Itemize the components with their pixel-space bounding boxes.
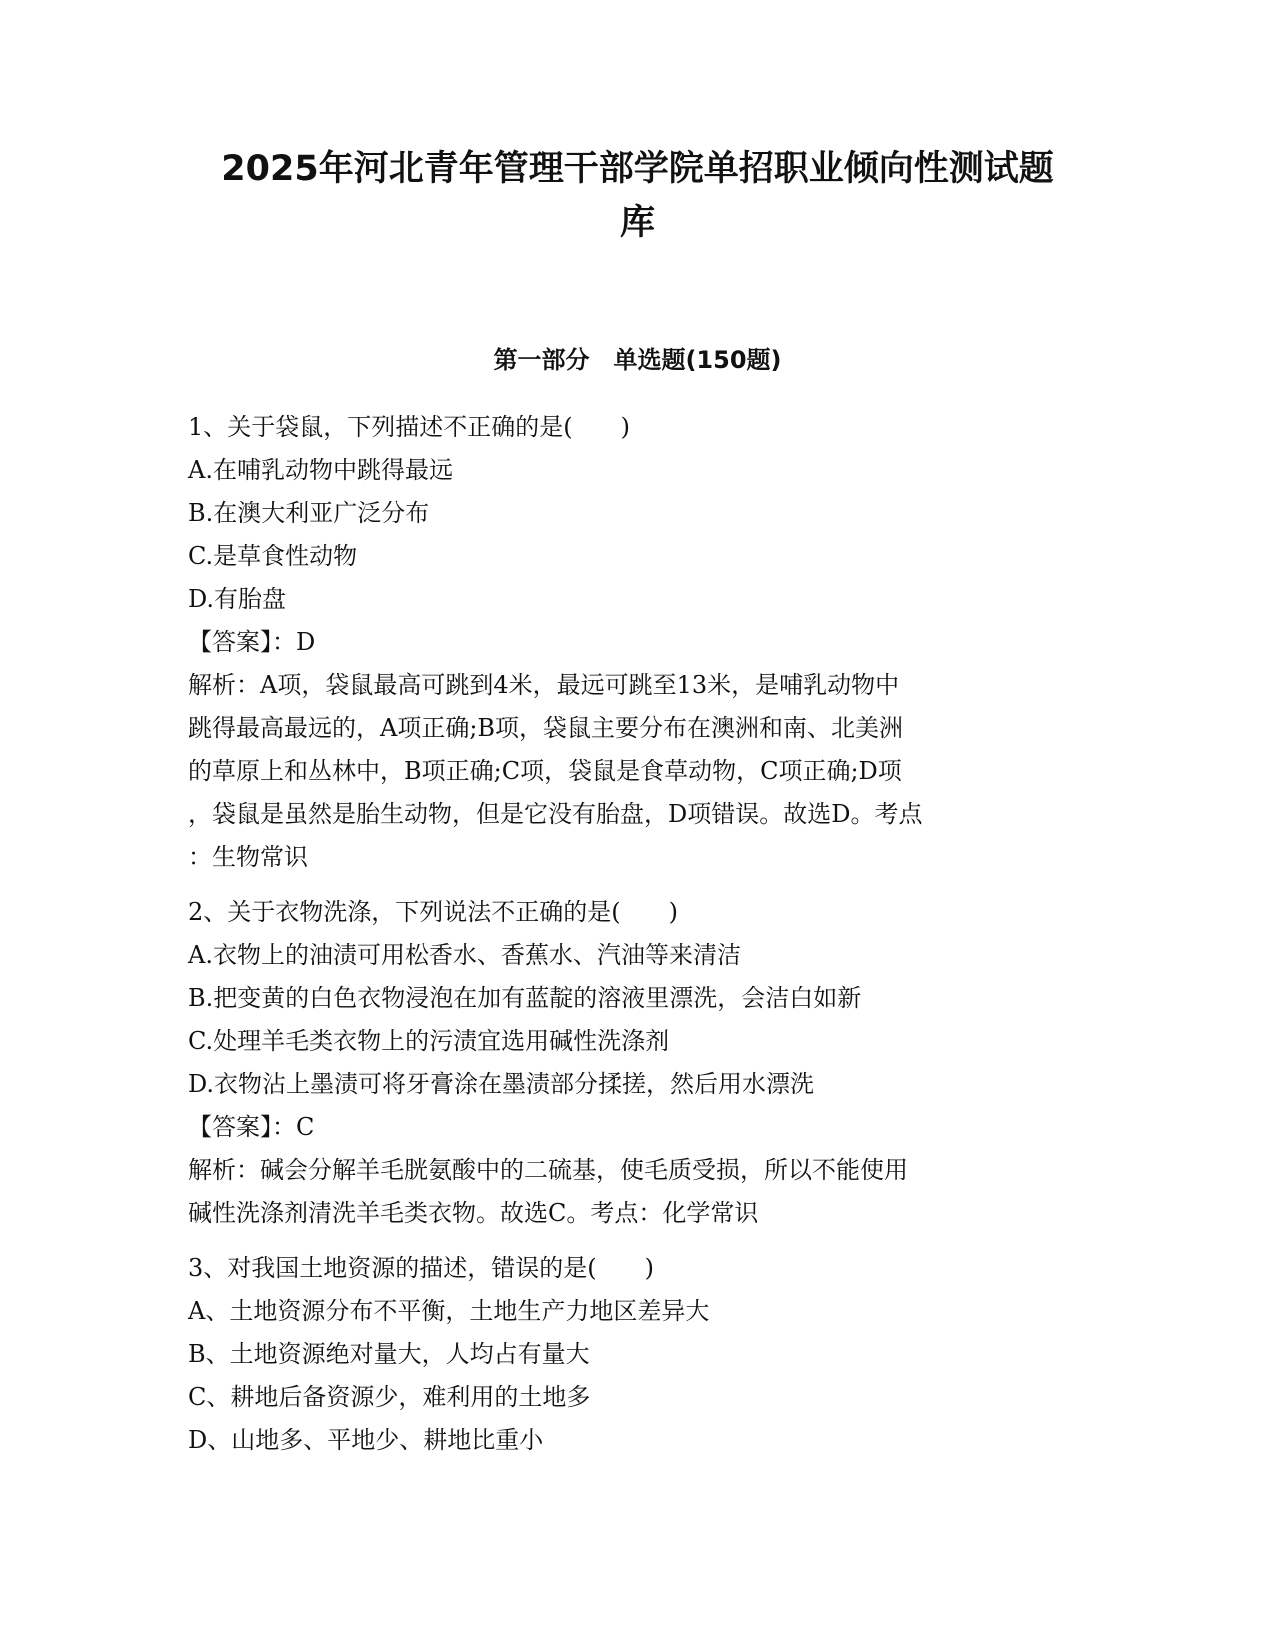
analysis-line: 的草原上和丛林中，B项正确;C项，袋鼠是食草动物，C项正确;D项 [188, 757, 902, 785]
question-2 [188, 891, 1078, 1235]
answer-line: 【答案】：D [188, 628, 316, 656]
question-list [188, 406, 1078, 1474]
analysis-line: ：生物常识 [188, 843, 308, 871]
analysis-line: 解析：碱会分解羊毛胱氨酸中的二硫基，使毛质受损，所以不能使用 [188, 1156, 908, 1184]
question-1 [188, 406, 1078, 879]
question-stem: 2、关于衣物洗涤，下列说法不正确的是( ) [188, 898, 678, 926]
analysis-line: 跳得最高最远的，A项正确;B项，袋鼠主要分布在澳洲和南、北美洲 [188, 714, 904, 742]
analysis-line: ，袋鼠是虽然是胎生动物，但是它没有胎盘，D项错误。故选D。考点 [188, 800, 923, 828]
question-stem: 3、对我国土地资源的描述，错误的是( ) [188, 1254, 654, 1282]
analysis-line: 碱性洗涤剂清洗羊毛类衣物。故选C。考点：化学常识 [188, 1199, 759, 1227]
option-d: D、山地多、平地少、耕地比重小 [188, 1426, 544, 1454]
option-c: C、耕地后备资源少，难利用的土地多 [188, 1383, 591, 1411]
section-heading: 第一部分 单选题(150题) [493, 346, 782, 374]
option-c: C.处理羊毛类衣物上的污渍宜选用碱性洗涤剂 [188, 1027, 670, 1055]
option-c: C.是草食性动物 [188, 542, 358, 570]
option-d: D.衣物沾上墨渍可将牙膏涂在墨渍部分揉搓，然后用水漂洗 [188, 1070, 815, 1098]
option-a: A.衣物上的油渍可用松香水、香蕉水、汽油等来清洁 [188, 941, 741, 969]
option-d: D.有胎盘 [188, 585, 287, 613]
option-b: B.把变黄的白色衣物浸泡在加有蓝靛的溶液里漂洗，会洁白如新 [188, 984, 862, 1012]
document-title-line-1: 2025年河北青年管理干部学院单招职业倾向性测试题 [221, 149, 1054, 189]
document-title-line-2: 库 [619, 203, 655, 243]
option-b: B.在澳大利亚广泛分布 [188, 499, 430, 527]
option-b: B、土地资源绝对量大，人均占有量大 [188, 1340, 590, 1368]
document-title [180, 142, 1095, 250]
answer-line: 【答案】：C [188, 1113, 315, 1141]
question-3 [188, 1247, 1078, 1462]
analysis-line: 解析：A项，袋鼠最高可跳到4米，最远可跳至13米，是哺乳动物中 [188, 671, 900, 699]
question-stem: 1、关于袋鼠，下列描述不正确的是( ) [188, 413, 630, 441]
option-a: A.在哺乳动物中跳得最远 [188, 456, 453, 484]
option-a: A、土地资源分布不平衡，土地生产力地区差异大 [188, 1297, 710, 1325]
